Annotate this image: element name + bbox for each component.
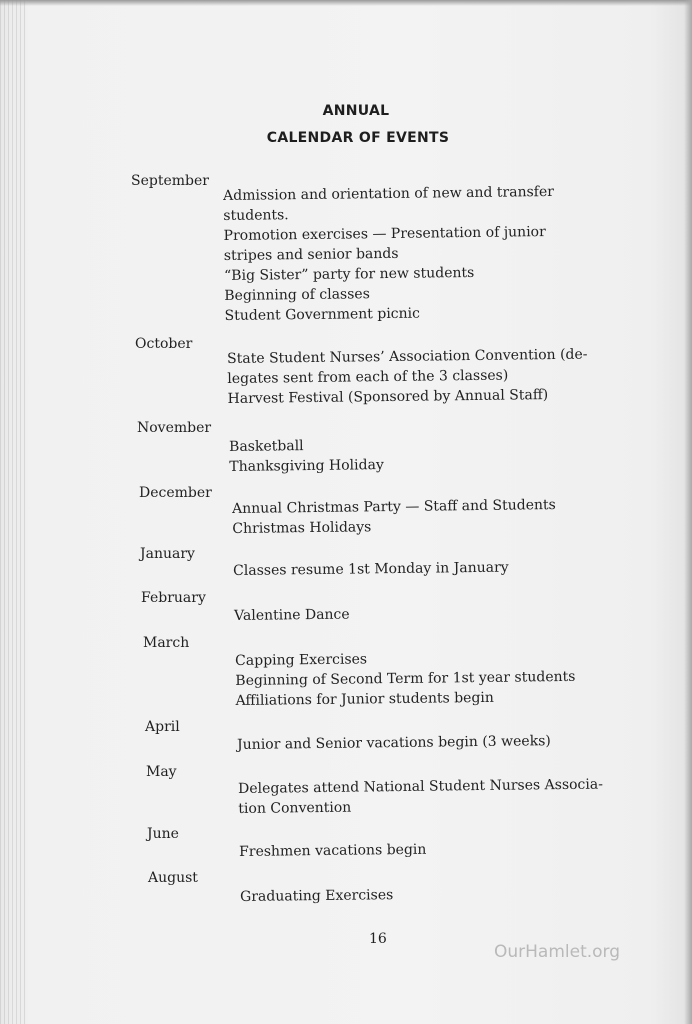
event-item: Classes resume 1st Monday in January: [233, 559, 509, 579]
events-december: [232, 495, 556, 539]
event-item: Christmas Holidays: [232, 519, 372, 537]
event-item: Valentine Dance: [234, 606, 350, 624]
page-edges: [0, 0, 26, 1024]
event-item: students.: [223, 207, 289, 224]
events-september: [223, 182, 555, 326]
event-item: Annual Christmas Party — Staff and Students: [232, 497, 556, 517]
top-shadow: [0, 0, 692, 6]
event-item: Beginning of Second Term for 1st year students: [235, 668, 576, 689]
events-march: [235, 647, 576, 711]
watermark: OurHamlet.org: [494, 942, 621, 962]
month-august: August: [148, 870, 198, 886]
event-item: stripes and senior bands: [223, 245, 399, 264]
month-february: February: [141, 590, 206, 606]
events-february: [234, 605, 350, 626]
event-item: Admission and orientation of new and transfer: [223, 183, 555, 204]
event-item: “Big Sister” party for new students: [224, 264, 475, 284]
event-item: Beginning of classes: [224, 286, 370, 304]
month-october: October: [135, 336, 193, 352]
month-december: December: [139, 485, 212, 501]
title-line-1: ANNUAL: [322, 103, 390, 119]
title-line-2: CALENDAR OF EVENTS: [266, 130, 450, 146]
event-item: Junior and Senior vacations begin (3 weeks): [237, 733, 551, 753]
page-number: 16: [369, 931, 387, 947]
event-item: Student Government picnic: [224, 305, 421, 324]
events-november: [229, 435, 384, 477]
month-june: June: [147, 826, 179, 842]
event-item: Graduating Exercises: [240, 887, 394, 905]
month-april: April: [145, 719, 180, 735]
right-shadow: [684, 0, 692, 1024]
event-item: Freshmen vacations begin: [239, 841, 427, 860]
event-item: tion Convention: [238, 799, 352, 817]
event-item: Thanksgiving Holiday: [229, 457, 384, 475]
events-june: [239, 840, 426, 862]
month-march: March: [143, 635, 190, 651]
event-item: Delegates attend National Student Nurses Associa-: [238, 776, 604, 797]
event-item: legates sent from each of the 3 classes): [227, 367, 509, 387]
month-november: November: [137, 420, 212, 436]
event-item: State Student Nurses’ Association Convention (de-: [227, 346, 588, 367]
events-may: [238, 775, 603, 819]
event-item: Basketball: [229, 438, 304, 455]
event-item: Affiliations for Junior students begin: [235, 689, 494, 709]
event-item: Harvest Festival (Sponsored by Annual Staff): [227, 387, 549, 407]
events-january: [233, 558, 509, 581]
event-item: Capping Exercises: [235, 651, 368, 669]
events-april: [237, 731, 551, 755]
month-january: January: [140, 546, 195, 562]
event-item: Promotion exercises — Presentation of junior: [223, 224, 546, 244]
month-september: September: [131, 173, 209, 189]
events-october: [227, 345, 588, 409]
events-august: [240, 885, 393, 907]
month-may: May: [146, 764, 177, 780]
